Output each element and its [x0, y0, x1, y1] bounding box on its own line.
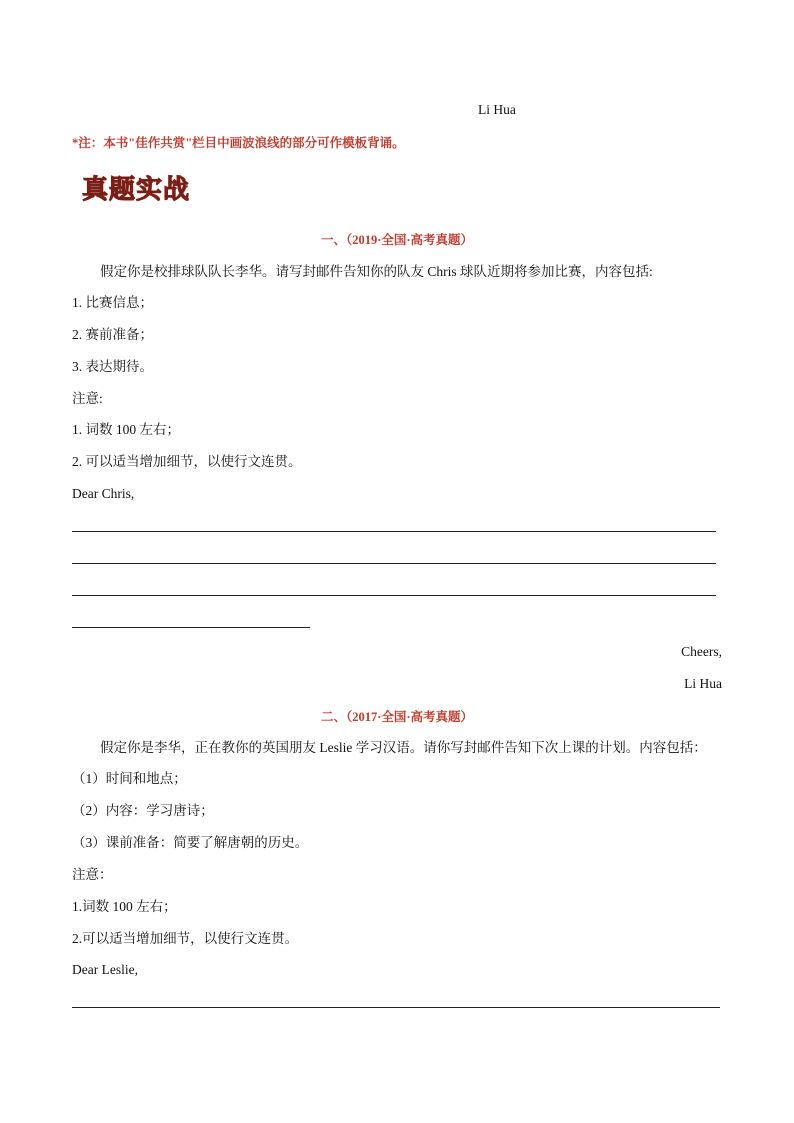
section1-item: 1. 比赛信息；: [72, 295, 153, 310]
section1-item: 3. 表达期待。: [72, 359, 153, 374]
section1-note: 2. 可以适当增加细节，以使行文连贯。: [72, 454, 302, 469]
answer-line[interactable]: [72, 531, 716, 532]
section2-heading: 二、（2017·全国·高考真题）: [320, 710, 474, 724]
section-logo: [80, 170, 204, 206]
answer-line[interactable]: [72, 1007, 720, 1008]
section1-heading: 一、（2019·全国·高考真题）: [320, 233, 474, 247]
top-signature: Li Hua: [478, 102, 516, 117]
section1-salutation: Dear Chris,: [72, 486, 135, 501]
section1-prompt: 假定你是校排球队队长李华。请写封邮件告知你的队友 Chris 球队近期将参加比赛，内容包括:: [100, 264, 653, 279]
section2-prompt: 假定你是李华，正在教你的英国朋友 Leslie 学习汉语。请你写封邮件告知下次上课的计划。内容包括：: [100, 740, 707, 755]
section1-notes-label: 注意:: [72, 391, 103, 406]
section2-notes-label: 注意：: [72, 867, 113, 882]
section2-note: 1.词数 100 左右；: [72, 899, 177, 914]
section1-signature: Li Hua: [684, 676, 722, 691]
section2-item: （2）内容：学习唐诗；: [72, 803, 214, 818]
section2-item: （1）时间和地点；: [72, 771, 187, 786]
answer-line[interactable]: [72, 595, 716, 596]
svg-text:真题实战: 真题实战: [82, 175, 191, 205]
section1-item: 2. 赛前准备；: [72, 327, 153, 342]
section2-item: （3）课前准备：简要了解唐朝的历史。: [72, 835, 309, 850]
section2-note: 2.可以适当增加细节，以使行文连贯。: [72, 931, 299, 946]
section1-closing: Cheers,: [681, 644, 722, 659]
section2-salutation: Dear Leslie,: [72, 962, 138, 977]
answer-line[interactable]: [72, 563, 716, 564]
section1-note: 1. 词数 100 左右；: [72, 422, 180, 437]
answer-line[interactable]: [72, 627, 310, 628]
template-note: *注：本书"佳作共赏"栏目中画波浪线的部分可作模板背诵。: [72, 136, 405, 150]
